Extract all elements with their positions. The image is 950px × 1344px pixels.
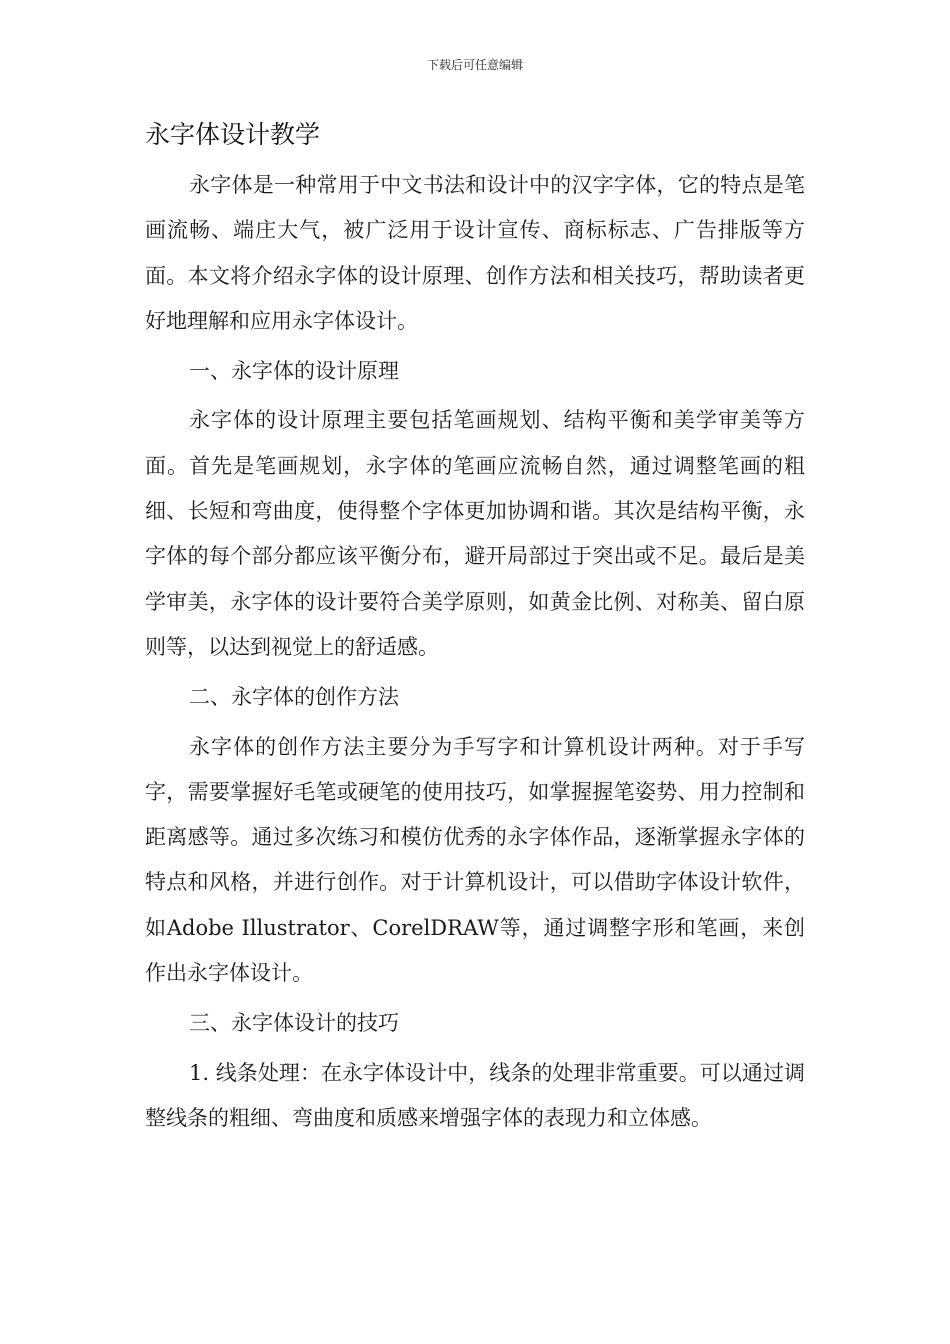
section-heading-principles: 一、永字体的设计原理 — [189, 358, 399, 383]
document-title: 永字体设计教学 — [145, 120, 321, 149]
intro-paragraph: 永字体是一种常用于中文书法和设计中的汉字字体，它的特点是笔画流畅、端庄大气，被广泛用于设计宣传、商标标志、广告排版等方面。本文将介绍永字体的设计原理、创作方法和相关技巧，帮助读者更好地理解和应用永字体设计。 — [145, 173, 805, 333]
section-heading-techniques: 三、永字体设计的技巧 — [189, 1010, 399, 1035]
section-paragraph-methods: 永字体的创作方法主要分为手写字和计算机设计两种。对于手写字，需要掌握好毛笔或硬笔的使用技巧，如掌握握笔姿势、用力控制和距离感等。通过多次练习和模仿优秀的永字体作品，逐渐掌握永字体的特点和风格，并进行创作。对于计算机设计，可以借助字体设计软件，如Adobe Illustrator、CorelDRAW等，通过调整字形和笔画，来创作出永字体设计。 — [145, 734, 805, 986]
document-body — [145, 163, 805, 1141]
section-heading-methods: 二、永字体的创作方法 — [189, 684, 399, 709]
page-header-note: 下载后可任意编辑 — [426, 58, 523, 72]
section-paragraph-techniques: 1. 线条处理：在永字体设计中，线条的处理非常重要。可以通过调整线条的粗细、弯曲度和质感来增强字体的表现力和立体感。 — [145, 1060, 805, 1130]
section-paragraph-principles: 永字体的设计原理主要包括笔画规划、结构平衡和美学审美等方面。首先是笔画规划，永字体的笔画应流畅自然，通过调整笔画的粗细、长短和弯曲度，使得整个字体更加协调和谐。其次是结构平衡，永字体的每个部分都应该平衡分布，避开局部过于突出或不足。最后是美学审美，永字体的设计要符合美学原则，如黄金比例、对称美、留白原则等，以达到视觉上的舒适感。 — [145, 408, 805, 659]
